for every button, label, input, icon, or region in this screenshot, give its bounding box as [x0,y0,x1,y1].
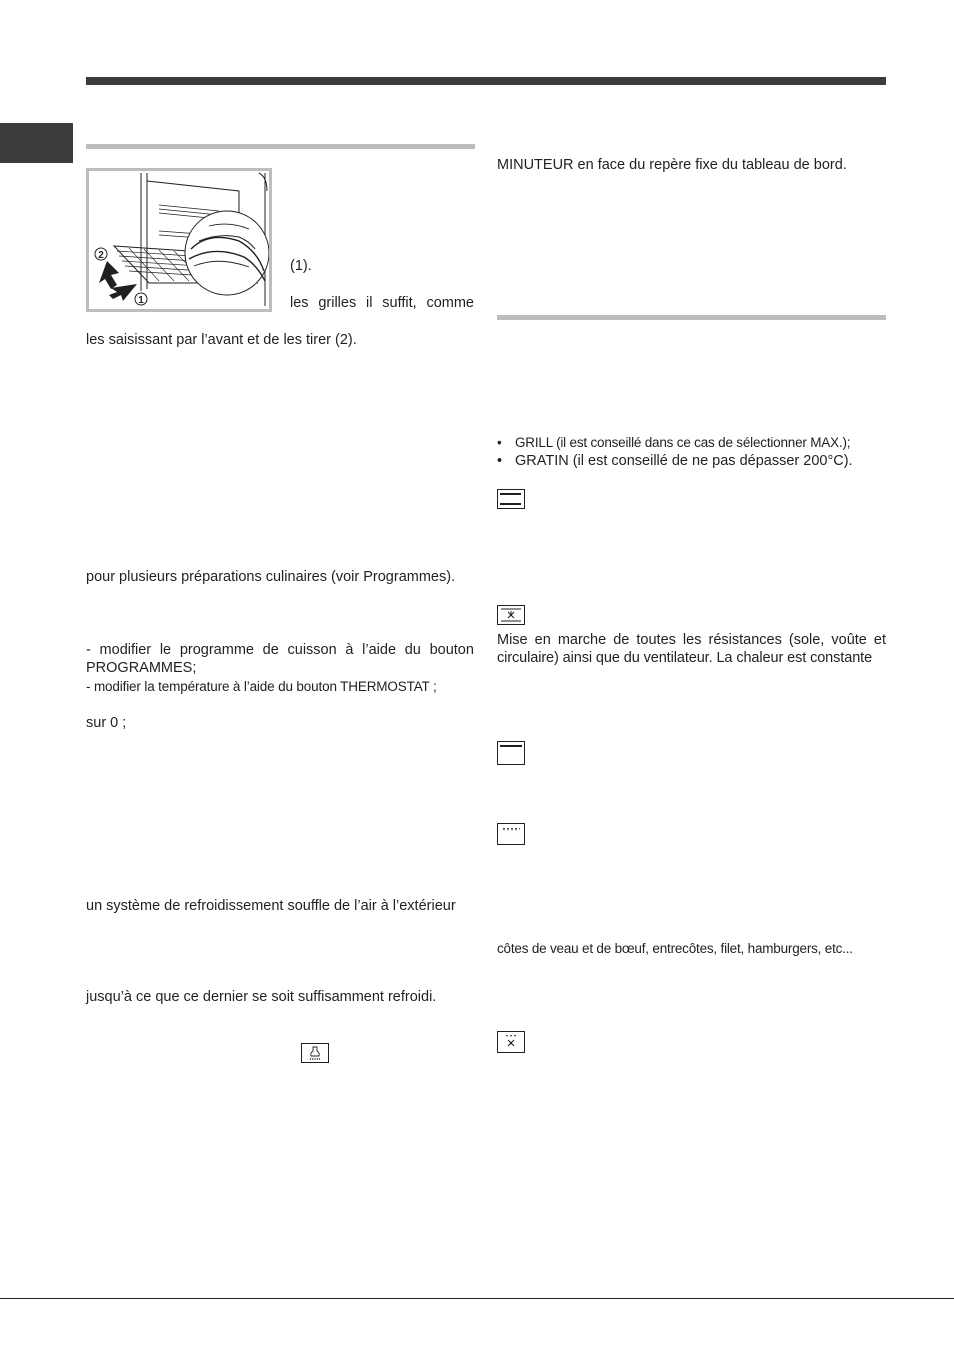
callout-1: 1 [138,295,144,306]
oven-function-top-grill-icon [497,823,525,845]
text-cotes: côtes de veau et de bœuf, entrecôtes, filet, hamburgers, etc... [497,941,853,956]
text-modifier-programme [86,641,474,659]
bullet-grill-text: GRILL (il est conseillé dans ce cas de sélectionner MAX.); [515,435,851,450]
word: suffit, [382,295,417,311]
text-programmes: PROGRAMMES; [86,660,197,676]
word: cuisson [287,642,337,658]
text-minuteur: MINUTEUR en face du repère fixe du tableau de bord. [497,157,847,173]
oven-function-fan-grill-icon [497,1031,525,1053]
text-circulaire: circulaire) ainsi que du ventilateur. La chaleur est constante [497,650,873,666]
text-refroidissement: un système de refroidissement souffle de l’air à l’extérieur [86,898,456,914]
callout-2: 2 [98,250,104,261]
text-grilles [290,294,474,312]
word: toutes [636,632,676,648]
oven-function-grill-icon [497,489,525,509]
word: comme [426,295,474,311]
word: les [290,295,309,311]
bullet-grill [497,434,851,452]
bullet-marker: • [497,435,502,450]
word: (sole, [788,632,825,648]
word: marche [557,632,607,648]
text-sur-0: sur 0 ; [86,715,127,731]
text-preparations: pour plusieurs préparations culinaires (voir Programmes). [86,569,456,585]
word: bouton [429,642,474,658]
rack-removal-illustration [86,168,272,312]
word: de [262,642,279,658]
text-refroidi: jusqu’à ce que ce dernier se soit suffisamment refroidi. [86,989,437,1005]
bullet-gratin [497,452,853,470]
word: résistances [708,632,782,648]
word: grilles [318,295,357,311]
oven-function-fan-icon [497,605,525,625]
word: - [86,642,91,658]
word: le [159,642,172,658]
word: à [345,642,354,658]
word: et [873,632,886,648]
word: l’aide [362,642,397,658]
word: voûte [831,632,867,648]
word: du [404,642,421,658]
top-rule [86,77,886,85]
word: Mise [497,632,528,648]
text-modifier-temperature: - modifier la température à l’aide du bouton THERMOSTAT ; [86,679,437,694]
bullet-gratin-text: GRATIN (il est conseillé de ne pas dépasser 200°C). [515,453,853,469]
language-tab [0,123,73,163]
word: les [682,632,702,648]
word: de [613,632,630,648]
oven-lamp-icon [301,1043,329,1063]
word: programme [179,642,254,658]
rack-drawing [89,171,269,309]
text-mise-en-marche [497,631,886,649]
text-saisissant: les saisissant par l’avant et de les tirer (2). [86,332,357,348]
bottom-rule [0,1298,954,1299]
word: il [366,295,373,311]
oven-function-static-icon [497,741,525,765]
word: en [534,632,551,648]
bullet-marker: • [497,453,503,469]
figure-caption-1: (1). [290,258,312,274]
section-rule-right [497,315,886,320]
section-rule-left [86,144,475,149]
word: modifier [99,642,152,658]
